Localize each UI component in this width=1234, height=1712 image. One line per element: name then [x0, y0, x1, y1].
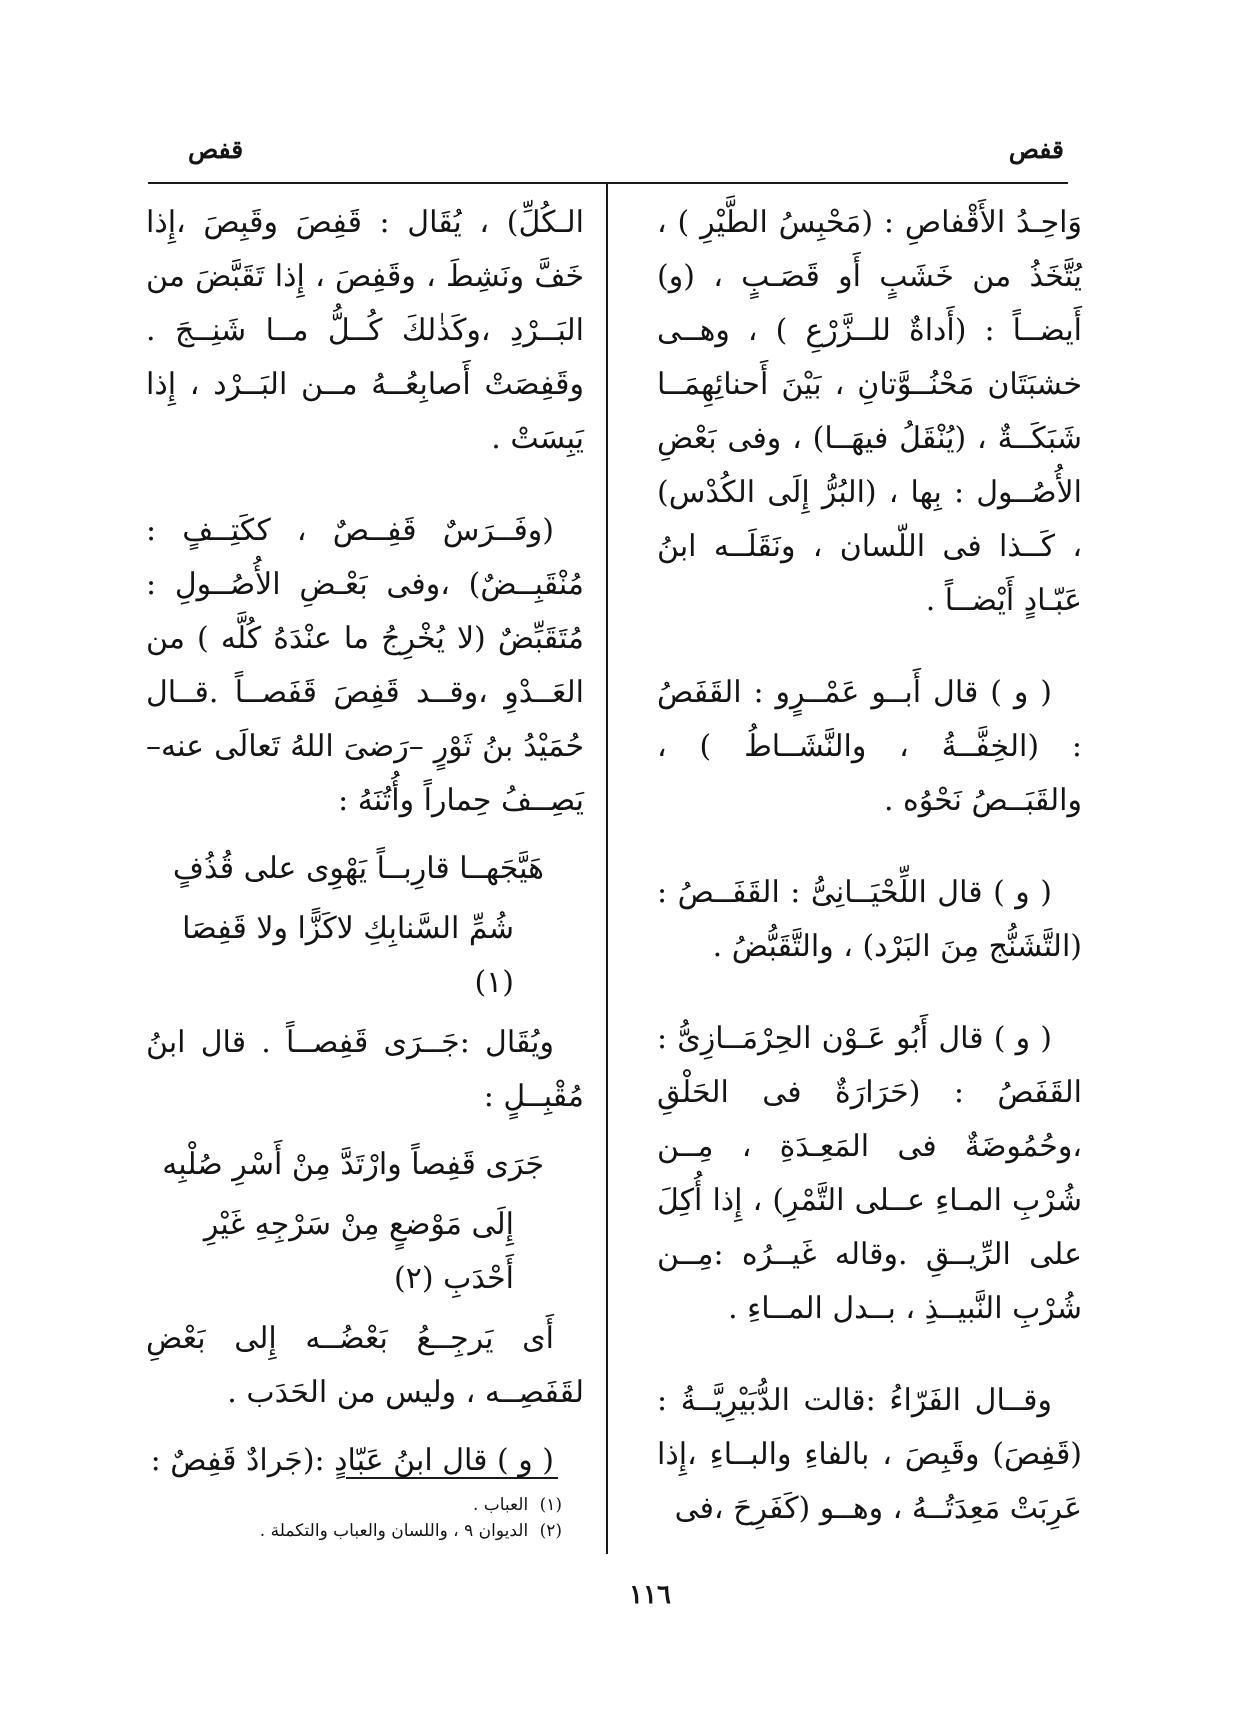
entry-paragraph: الـكُلِّ) ، يُقَال : قَفِصَ وقَبِصَ ،إِذا خَفَّ ونَشِطَ ، وقَفِصَ ، إِذا تَقَبَّضَ من البَــرْدِ ،وكَذٰلكَ كُــلُّ مــا شَنِــجَ . وقَفِصَتْ أَصابِعُــهُ مــن البَــرْد ، إِذا يَبِسَتْ .	[146, 205, 584, 456]
header-rule	[148, 182, 1068, 184]
entry-paragraph: (وفَــرَسٌ قَفِــصٌ ، ككَتِــفٍ : مُنْقَبِــضٌ) ،وفى بَعْـضِ الأُصُــولِ : مُتَقَبِّضٌ (لا يُخْرِجُ ما عنْدَهُ كُلَّه ) من العَــدْوِ ،وقــد قَفِصَ قَفَصــاً .قــال حُمَيْدُ بنُ ثَوْرٍ –رَضىَ اللهُ تَعالَى عنه– يَصِــفُ حِماراً وأُتُنَهُ :	[146, 513, 584, 818]
footnotes	[152, 1492, 562, 1544]
footnote-number: (٢)	[539, 1521, 562, 1541]
footnote-item	[152, 1518, 562, 1544]
page-number: ١١٦	[629, 1580, 671, 1610]
footnote-text: العباب .	[472, 1495, 529, 1515]
verse-line: جَرَى قَفِصاً وارْتَدَّ مِنْ أَسْرِ صُلْبِه	[162, 1147, 544, 1182]
verse-line: إِلَى مَوْضعٍ مِنْ سَرْجِهِ غَيْرِ أَحْدَبِ (٢)	[203, 1207, 514, 1296]
entry-paragraph: ( و ) قال اللِّحْيَــانِىُّ : القَفَــصُ : (التَّشَنُّج مِنَ البَرْد) ، والتَّقَبُّضُ .	[657, 875, 1082, 964]
entry-paragraph: ( و ) قال أَبُو عَـوْن الحِرْمَــازِىُّ : القَفَصُ : (حَرَارَةٌ فى الحَلْقِ ،وحُمُوضَةٌ فى المَعِـدَةِ ، مِــن شُرْبِ المـاءِ عــلى التَّمْرِ) ، إِذا أُكِلَ على الرِّيــقِ .وقاله غَيــرُه :مِــن شُرْبِ النَّبيــذِ ، بــدل المــاءِ .	[657, 1021, 1082, 1326]
entry-paragraph: ( و ) قال أَبــو عَمْــرٍو : القَفَصُ : (الخِفَّــةُ ، والنَّشَــاطُ ) ، والقَبَــصُ نَحْوُه .	[657, 675, 1082, 818]
running-header-right: قفص	[1008, 135, 1064, 164]
verse-line: شُمِّ السَّنابِكِ لاكَزًّا ولا قَفِصَا (١)	[182, 911, 514, 1000]
footnote-item	[152, 1492, 562, 1518]
entry-paragraph: ويُقَال :جَــرَى قَفِصــاً . قال ابنُ مُقْبِــلٍ :	[146, 1025, 584, 1114]
entry-paragraph: ( و ) قال ابنُ عَبّادٍ :(جَرادٌ قَفِصٌ :	[150, 1443, 554, 1478]
footnote-number: (١)	[539, 1495, 562, 1515]
left-column	[146, 196, 584, 1526]
entry-paragraph: وَاحِـدُ الأَقْفاصِ : (مَحْبِسُ الطَّيْرِ ) ، يُتَّخَذُ من خَشَبٍ أَو قَصَـبٍ ، (و) أَيضــاً : (أَداةٌ للــزَّرْعِ ) ، وهــى خشبَتَان مَحْنُــوَّتانِ ، بَيْنَ أَحنائِهِمَــا شَبَكَــةٌ ، (يُنْقَلُ فيهَــا) ، وفى بَعْضِ الأُصُــول : بِها ، (البُرُّ إِلَى الكُدْس) ، كَــذا فى اللّسان ، ونَقَلَــه ابنُ عَبّـادٍ أَيْضــاً .	[657, 205, 1082, 618]
footnote-text: الديوان ٩ ، واللسان والعباب والتكملة .	[259, 1521, 529, 1541]
entry-paragraph: أَى يَرجِــعُ بَعْضُــه إِلى بَعْضِ لقَفَصِــه ، وليس من الحَدَب .	[146, 1321, 584, 1410]
entry-paragraph: وقــال الفَرّاءُ :قالت الدُّبَيْرِيَّــةُ : (قَفِصَ) وقَبِصَ ، بالفاءِ والبــاءِ ،إِذا عَرِبَتْ مَعِدَتُــهُ ، وهــو (كَفَرِحَ ،فى	[657, 1383, 1082, 1526]
running-header-left: قفص	[188, 135, 244, 164]
column-divider	[606, 184, 608, 1554]
verse-line: هَيَّجَهــا قارِبــاً يَهْوِى على قُذُفٍ	[172, 851, 544, 886]
right-column	[657, 196, 1082, 1574]
footnote-rule	[346, 1477, 558, 1479]
